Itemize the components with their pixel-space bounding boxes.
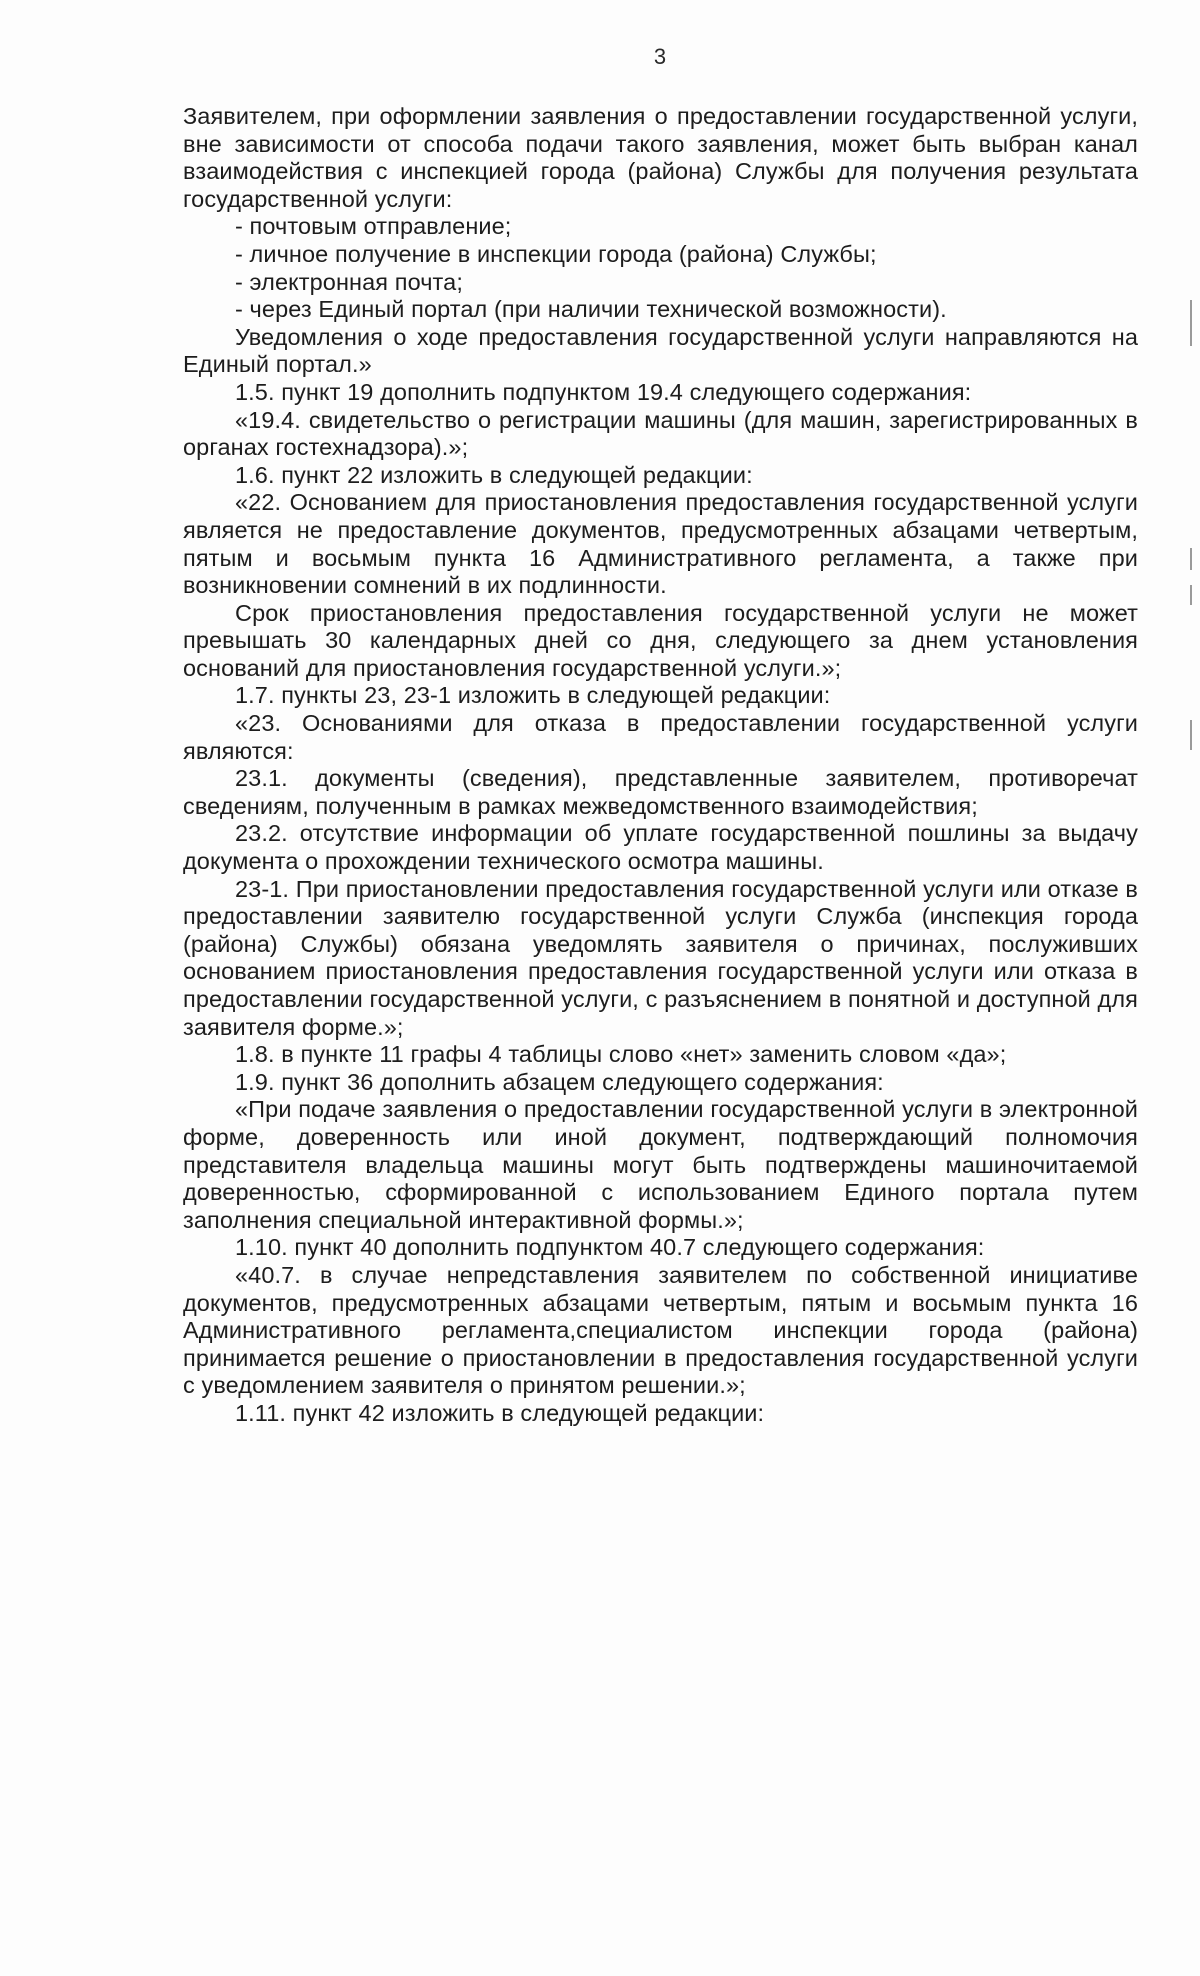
paragraph: 1.6. пункт 22 изложить в следующей редакции: xyxy=(235,461,753,488)
paragraph: 23-1. При приостановлении предоставления государственной услуги или отказе в предоставлении заявителю государственной услуги Служба (инспекция города (района) Службы) обязана уведомлять заявителя о причинах, послуживших основанием приостановления предоставления государственной услуги или отказа в предоставлении государственной услуги, с разъяснением в понятной и доступной для заявителя форме.»; xyxy=(183,875,1138,1040)
paragraph: - личное получение в инспекции города (района) Службы; xyxy=(235,240,877,267)
paragraph: 1.9. пункт 36 дополнить абзацем следующего содержания: xyxy=(235,1068,884,1095)
scan-artifact xyxy=(1190,300,1192,346)
paragraph: 1.5. пункт 19 дополнить подпунктом 19.4 следующего содержания: xyxy=(235,378,972,405)
paragraph: 23.2. отсутствие информации об уплате государственной пошлины за выдачу документа о прохождении технического осмотра машины. xyxy=(183,820,1138,875)
paragraph: 1.11. пункт 42 изложить в следующей редакции: xyxy=(235,1399,765,1426)
document-body xyxy=(183,103,1138,1428)
paragraph: «23. Основаниями для отказа в предоставлении государственной услуги являются: xyxy=(183,710,1138,764)
paragraph: 1.7. пункты 23, 23-1 изложить в следующей редакции: xyxy=(235,682,831,709)
page-number: 3 xyxy=(653,44,667,69)
paragraph: 1.8. в пункте 11 графы 4 таблицы слово «нет» заменить словом «да»; xyxy=(235,1041,1007,1068)
scan-artifact xyxy=(1190,585,1192,605)
paragraph: 23.1. документы (сведения), представленные заявителем, противоречат сведениям, полученным в рамках межведомственного взаимодействия; xyxy=(183,765,1138,819)
paragraph: Срок приостановления предоставления государственной услуги не может превышать 30 календарных дней со дня, следующего за днем установления оснований для приостановления государственной услуги.»; xyxy=(183,599,1138,681)
scan-artifact xyxy=(1190,720,1192,750)
paragraph: Заявителем, при оформлении заявления о предоставлении государственной услуги, вне зависимости от способа подачи такого заявления, может быть выбран канал взаимодействия с инспекцией города (района) Службы для получения результата государственной услуги: xyxy=(183,103,1138,212)
paragraph: «22. Основанием для приостановления предоставления государственной услуги является не предоставление документов, предусмотренных абзацами четвертым, пятым и восьмым пункта 16 Административного регламента, а также при возникновении сомнений в их подлинности. xyxy=(183,489,1138,599)
paragraph: Уведомления о ходе предоставления государственной услуги направляются на Единый портал.» xyxy=(183,323,1138,378)
paragraph: «40.7. в случае непредставления заявителем по собственной инициативе документов, предусмотренных абзацами четвертым, пятым и восьмым пункта 16 Административного регламента,специалистом инспекции города (района) принимается решение о приостановлении в предоставления государственной услуги с уведомлением заявителя о принятом решении.»; xyxy=(183,1261,1138,1399)
paragraph: 1.10. пункт 40 дополнить подпунктом 40.7 следующего содержания: xyxy=(235,1234,985,1261)
paragraph: «При подаче заявления о предоставлении государственной услуги в электронной форме, доверенность или иной документ, подтверждающий полномочия представителя владельца машины могут быть подтверждены машиночитаемой доверенностью, сформированной с использованием Единого портала путем заполнения специальной интерактивной формы.»; xyxy=(183,1096,1138,1233)
scan-artifact xyxy=(1190,548,1192,570)
paragraph: «19.4. свидетельство о регистрации машины (для машин, зарегистрированных в органах гостехнадзора).»; xyxy=(183,406,1138,461)
paragraph: - почтовым отправление; xyxy=(235,213,512,240)
paragraph: - электронная почта; xyxy=(235,268,463,295)
paragraph: - через Единый портал (при наличии технической возможности). xyxy=(235,296,947,323)
